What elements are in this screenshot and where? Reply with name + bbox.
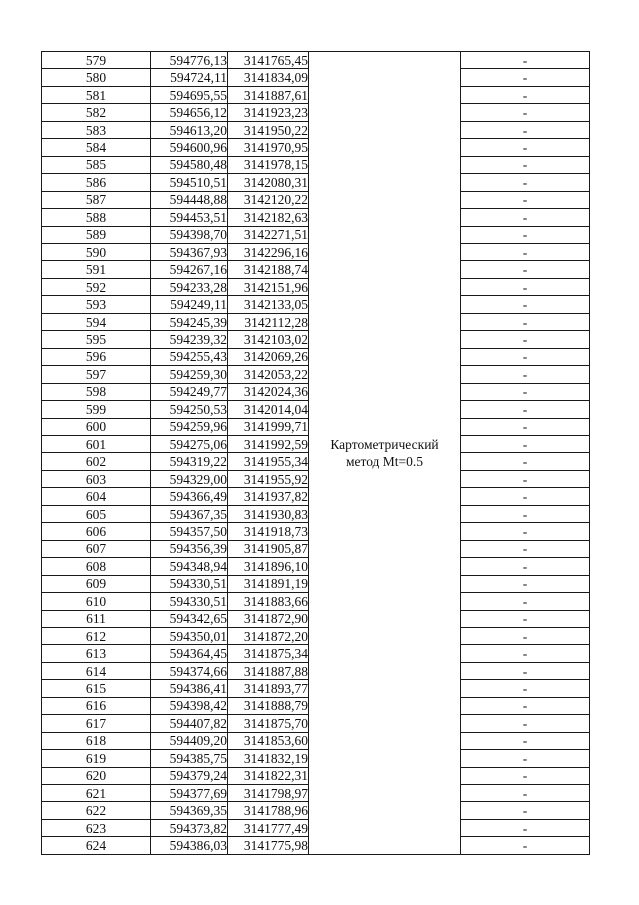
- x-coordinate-cell: 594249,77: [151, 383, 228, 400]
- x-coordinate-cell: 594239,32: [151, 331, 228, 348]
- dash-cell: -: [461, 453, 590, 470]
- y-coordinate-cell: 3141775,98: [228, 837, 309, 854]
- point-number-cell: 590: [42, 243, 151, 260]
- method-cell: [309, 52, 461, 855]
- point-number-cell: 606: [42, 523, 151, 540]
- y-coordinate-cell: 3142188,74: [228, 261, 309, 278]
- x-coordinate-cell: 594364,45: [151, 645, 228, 662]
- y-coordinate-cell: 3141832,19: [228, 750, 309, 767]
- dash-cell: -: [461, 715, 590, 732]
- point-number-cell: 580: [42, 69, 151, 86]
- x-coordinate-cell: 594366,49: [151, 488, 228, 505]
- y-coordinate-cell: 3141777,49: [228, 819, 309, 836]
- x-coordinate-cell: 594233,28: [151, 278, 228, 295]
- dash-cell: -: [461, 819, 590, 836]
- y-coordinate-cell: 3142151,96: [228, 278, 309, 295]
- y-coordinate-cell: 3141955,34: [228, 453, 309, 470]
- dash-cell: -: [461, 296, 590, 313]
- x-coordinate-cell: 594259,30: [151, 366, 228, 383]
- x-coordinate-cell: 594409,20: [151, 732, 228, 749]
- y-coordinate-cell: 3141798,97: [228, 785, 309, 802]
- x-coordinate-cell: 594350,01: [151, 627, 228, 644]
- y-coordinate-cell: 3141788,96: [228, 802, 309, 819]
- y-coordinate-cell: 3141923,23: [228, 104, 309, 121]
- x-coordinate-cell: 594510,51: [151, 174, 228, 191]
- dash-cell: -: [461, 383, 590, 400]
- x-coordinate-cell: 594386,03: [151, 837, 228, 854]
- x-coordinate-cell: 594245,39: [151, 313, 228, 330]
- point-number-cell: 592: [42, 278, 151, 295]
- point-number-cell: 618: [42, 732, 151, 749]
- dash-cell: -: [461, 593, 590, 610]
- x-coordinate-cell: 594250,53: [151, 401, 228, 418]
- point-number-cell: 584: [42, 139, 151, 156]
- x-coordinate-cell: 594329,00: [151, 470, 228, 487]
- x-coordinate-cell: 594374,66: [151, 662, 228, 679]
- dash-cell: -: [461, 750, 590, 767]
- point-number-cell: 596: [42, 348, 151, 365]
- y-coordinate-cell: 3142053,22: [228, 366, 309, 383]
- point-number-cell: 589: [42, 226, 151, 243]
- x-coordinate-cell: 594330,51: [151, 593, 228, 610]
- dash-cell: -: [461, 837, 590, 854]
- dash-cell: -: [461, 697, 590, 714]
- y-coordinate-cell: 3141937,82: [228, 488, 309, 505]
- dash-cell: -: [461, 104, 590, 121]
- dash-cell: -: [461, 401, 590, 418]
- point-number-cell: 595: [42, 331, 151, 348]
- dash-cell: -: [461, 505, 590, 522]
- point-number-cell: 600: [42, 418, 151, 435]
- x-coordinate-cell: 594356,39: [151, 540, 228, 557]
- point-number-cell: 587: [42, 191, 151, 208]
- method-label-line2: метод Mt=0.5: [345, 453, 424, 469]
- dash-cell: -: [461, 540, 590, 557]
- table-row: [42, 52, 590, 69]
- dash-cell: -: [461, 331, 590, 348]
- dash-cell: -: [461, 680, 590, 697]
- point-number-cell: 604: [42, 488, 151, 505]
- point-number-cell: 583: [42, 121, 151, 138]
- y-coordinate-cell: 3141875,70: [228, 715, 309, 732]
- point-number-cell: 616: [42, 697, 151, 714]
- point-number-cell: 608: [42, 558, 151, 575]
- point-number-cell: 613: [42, 645, 151, 662]
- y-coordinate-cell: 3141853,60: [228, 732, 309, 749]
- method-label-line1: Картометрический: [330, 436, 439, 452]
- dash-cell: -: [461, 610, 590, 627]
- y-coordinate-cell: 3142080,31: [228, 174, 309, 191]
- y-coordinate-cell: 3142271,51: [228, 226, 309, 243]
- y-coordinate-cell: 3141999,71: [228, 418, 309, 435]
- y-coordinate-cell: 3141888,79: [228, 697, 309, 714]
- point-number-cell: 601: [42, 435, 151, 452]
- point-number-cell: 624: [42, 837, 151, 854]
- x-coordinate-cell: 594275,06: [151, 435, 228, 452]
- coordinates-table: [41, 51, 590, 855]
- dash-cell: -: [461, 627, 590, 644]
- x-coordinate-cell: 594367,93: [151, 243, 228, 260]
- point-number-cell: 605: [42, 505, 151, 522]
- dash-cell: -: [461, 191, 590, 208]
- point-number-cell: 619: [42, 750, 151, 767]
- point-number-cell: 623: [42, 819, 151, 836]
- point-number-cell: 615: [42, 680, 151, 697]
- x-coordinate-cell: 594398,42: [151, 697, 228, 714]
- y-coordinate-cell: 3142069,26: [228, 348, 309, 365]
- y-coordinate-cell: 3141970,95: [228, 139, 309, 156]
- y-coordinate-cell: 3142133,05: [228, 296, 309, 313]
- x-coordinate-cell: 594377,69: [151, 785, 228, 802]
- dash-cell: -: [461, 52, 590, 69]
- dash-cell: -: [461, 243, 590, 260]
- y-coordinate-cell: 3141918,73: [228, 523, 309, 540]
- dash-cell: -: [461, 209, 590, 226]
- dash-cell: -: [461, 313, 590, 330]
- dash-cell: -: [461, 575, 590, 592]
- y-coordinate-cell: 3141891,19: [228, 575, 309, 592]
- y-coordinate-cell: 3141887,88: [228, 662, 309, 679]
- dash-cell: -: [461, 470, 590, 487]
- y-coordinate-cell: 3141834,09: [228, 69, 309, 86]
- point-number-cell: 607: [42, 540, 151, 557]
- y-coordinate-cell: 3142103,02: [228, 331, 309, 348]
- y-coordinate-cell: 3141905,87: [228, 540, 309, 557]
- dash-cell: -: [461, 488, 590, 505]
- point-number-cell: 603: [42, 470, 151, 487]
- point-number-cell: 620: [42, 767, 151, 784]
- y-coordinate-cell: 3142182,63: [228, 209, 309, 226]
- x-coordinate-cell: 594367,35: [151, 505, 228, 522]
- y-coordinate-cell: 3142296,16: [228, 243, 309, 260]
- coordinates-table-body: [42, 52, 590, 855]
- dash-cell: -: [461, 802, 590, 819]
- dash-cell: -: [461, 86, 590, 103]
- point-number-cell: 598: [42, 383, 151, 400]
- point-number-cell: 611: [42, 610, 151, 627]
- x-coordinate-cell: 594348,94: [151, 558, 228, 575]
- point-number-cell: 622: [42, 802, 151, 819]
- point-number-cell: 599: [42, 401, 151, 418]
- point-number-cell: 579: [42, 52, 151, 69]
- dash-cell: -: [461, 645, 590, 662]
- dash-cell: -: [461, 418, 590, 435]
- dash-cell: -: [461, 662, 590, 679]
- point-number-cell: 585: [42, 156, 151, 173]
- dash-cell: -: [461, 785, 590, 802]
- point-number-cell: 610: [42, 593, 151, 610]
- point-number-cell: 602: [42, 453, 151, 470]
- x-coordinate-cell: 594580,48: [151, 156, 228, 173]
- x-coordinate-cell: 594600,96: [151, 139, 228, 156]
- x-coordinate-cell: 594369,35: [151, 802, 228, 819]
- y-coordinate-cell: 3142014,04: [228, 401, 309, 418]
- x-coordinate-cell: 594448,88: [151, 191, 228, 208]
- x-coordinate-cell: 594259,96: [151, 418, 228, 435]
- dash-cell: -: [461, 348, 590, 365]
- y-coordinate-cell: 3141822,31: [228, 767, 309, 784]
- y-coordinate-cell: 3142024,36: [228, 383, 309, 400]
- y-coordinate-cell: 3141930,83: [228, 505, 309, 522]
- y-coordinate-cell: 3141765,45: [228, 52, 309, 69]
- dash-cell: -: [461, 278, 590, 295]
- y-coordinate-cell: 3142112,28: [228, 313, 309, 330]
- dash-cell: -: [461, 366, 590, 383]
- y-coordinate-cell: 3141955,92: [228, 470, 309, 487]
- y-coordinate-cell: 3141978,15: [228, 156, 309, 173]
- x-coordinate-cell: 594453,51: [151, 209, 228, 226]
- dash-cell: -: [461, 121, 590, 138]
- x-coordinate-cell: 594695,55: [151, 86, 228, 103]
- y-coordinate-cell: 3141883,66: [228, 593, 309, 610]
- point-number-cell: 614: [42, 662, 151, 679]
- dash-cell: -: [461, 558, 590, 575]
- x-coordinate-cell: 594249,11: [151, 296, 228, 313]
- point-number-cell: 586: [42, 174, 151, 191]
- dash-cell: -: [461, 69, 590, 86]
- point-number-cell: 617: [42, 715, 151, 732]
- x-coordinate-cell: 594407,82: [151, 715, 228, 732]
- dash-cell: -: [461, 523, 590, 540]
- x-coordinate-cell: 594613,20: [151, 121, 228, 138]
- dash-cell: -: [461, 435, 590, 452]
- point-number-cell: 593: [42, 296, 151, 313]
- point-number-cell: 594: [42, 313, 151, 330]
- point-number-cell: 582: [42, 104, 151, 121]
- x-coordinate-cell: 594776,13: [151, 52, 228, 69]
- y-coordinate-cell: 3141872,90: [228, 610, 309, 627]
- dash-cell: -: [461, 174, 590, 191]
- x-coordinate-cell: 594656,12: [151, 104, 228, 121]
- x-coordinate-cell: 594385,75: [151, 750, 228, 767]
- dash-cell: -: [461, 156, 590, 173]
- y-coordinate-cell: 3141893,77: [228, 680, 309, 697]
- point-number-cell: 581: [42, 86, 151, 103]
- x-coordinate-cell: 594386,41: [151, 680, 228, 697]
- x-coordinate-cell: 594373,82: [151, 819, 228, 836]
- point-number-cell: 621: [42, 785, 151, 802]
- x-coordinate-cell: 594255,43: [151, 348, 228, 365]
- dash-cell: -: [461, 139, 590, 156]
- y-coordinate-cell: 3141872,20: [228, 627, 309, 644]
- y-coordinate-cell: 3142120,22: [228, 191, 309, 208]
- dash-cell: -: [461, 732, 590, 749]
- point-number-cell: 588: [42, 209, 151, 226]
- dash-cell: -: [461, 226, 590, 243]
- point-number-cell: 591: [42, 261, 151, 278]
- dash-cell: -: [461, 261, 590, 278]
- x-coordinate-cell: 594342,65: [151, 610, 228, 627]
- dash-cell: -: [461, 767, 590, 784]
- x-coordinate-cell: 594724,11: [151, 69, 228, 86]
- x-coordinate-cell: 594398,70: [151, 226, 228, 243]
- x-coordinate-cell: 594330,51: [151, 575, 228, 592]
- point-number-cell: 612: [42, 627, 151, 644]
- x-coordinate-cell: 594357,50: [151, 523, 228, 540]
- point-number-cell: 609: [42, 575, 151, 592]
- y-coordinate-cell: 3141992,59: [228, 435, 309, 452]
- point-number-cell: 597: [42, 366, 151, 383]
- y-coordinate-cell: 3141950,22: [228, 121, 309, 138]
- y-coordinate-cell: 3141896,10: [228, 558, 309, 575]
- y-coordinate-cell: 3141875,34: [228, 645, 309, 662]
- y-coordinate-cell: 3141887,61: [228, 86, 309, 103]
- x-coordinate-cell: 594319,22: [151, 453, 228, 470]
- x-coordinate-cell: 594267,16: [151, 261, 228, 278]
- x-coordinate-cell: 594379,24: [151, 767, 228, 784]
